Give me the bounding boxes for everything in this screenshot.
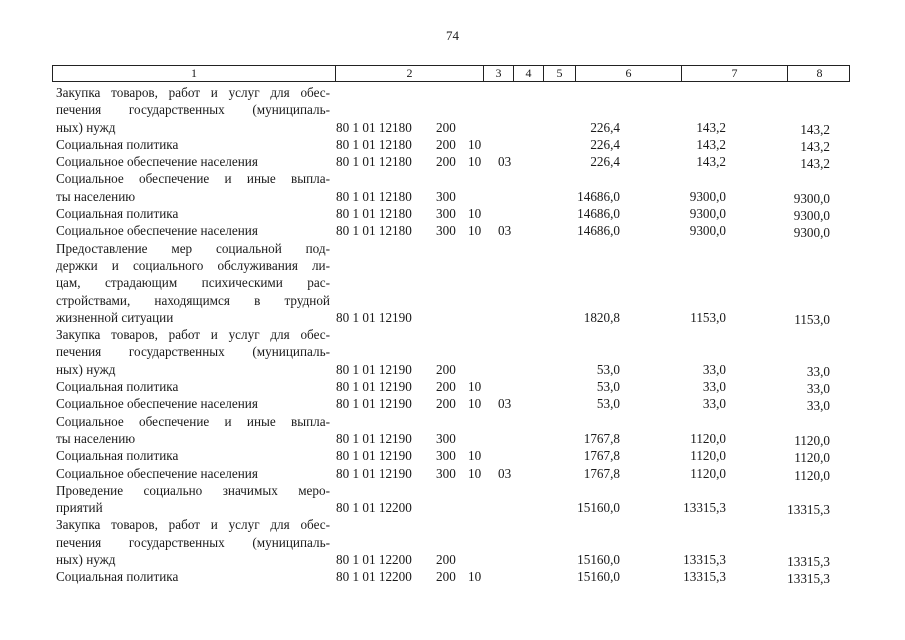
- row-code: 80 1 01 12180: [336, 188, 412, 204]
- row-code: 80 1 01 12180: [336, 206, 412, 222]
- description-line: Проведение социально значимых меро-: [56, 482, 330, 498]
- description-line: Социальное обеспечение населения: [56, 396, 258, 412]
- row-col-3: 200: [436, 136, 456, 152]
- row-value-7: 33,0: [702, 396, 726, 412]
- row-value-8: 143,2: [800, 121, 830, 137]
- header-col-5: 5: [544, 66, 576, 81]
- row-value-6: 14686,0: [577, 188, 620, 204]
- row-code: 80 1 01 12190: [336, 465, 412, 481]
- row-col-4: 10: [468, 448, 482, 464]
- description-line: держки и социального обслуживания ли-: [56, 257, 330, 273]
- row-description: [56, 465, 330, 482]
- description-line: печения государственных (муниципаль-: [56, 344, 330, 360]
- row-description: [56, 240, 330, 326]
- row-value-7: 33,0: [702, 379, 726, 395]
- row-description: [56, 395, 330, 412]
- header-col-3: 3: [484, 66, 514, 81]
- row-col-3: 300: [436, 465, 456, 481]
- row-value-8: 33,0: [806, 398, 830, 414]
- row-value-8: 33,0: [806, 363, 830, 379]
- row-value-8: 13315,3: [787, 554, 830, 570]
- row-code: 80 1 01 12190: [336, 396, 412, 412]
- row-col-3: 300: [436, 448, 456, 464]
- row-description: [56, 153, 330, 170]
- table-row: [56, 378, 846, 395]
- description-line: Закупка товаров, работ и услуг для обес-: [56, 327, 330, 343]
- row-col-3: 200: [436, 552, 456, 568]
- header-col-2: 2: [336, 66, 484, 81]
- row-col-3: 200: [436, 396, 456, 412]
- row-code: 80 1 01 12180: [336, 119, 412, 135]
- table-row: [56, 482, 846, 517]
- table-row: [56, 326, 846, 378]
- row-value-7: 33,0: [702, 361, 726, 377]
- row-value-6: 14686,0: [577, 206, 620, 222]
- description-line: печения государственных (муниципаль-: [56, 534, 330, 550]
- row-code: 80 1 01 12190: [336, 309, 412, 325]
- table-row: [56, 395, 846, 412]
- row-value-6: 1767,8: [583, 430, 620, 446]
- row-col-4: 10: [468, 569, 482, 585]
- header-col-4: 4: [514, 66, 544, 81]
- row-description: [56, 516, 330, 568]
- row-value-6: 53,0: [596, 379, 620, 395]
- row-description: [56, 378, 330, 395]
- row-value-8: 1120,0: [794, 432, 830, 448]
- description-line: ты населению: [56, 188, 136, 204]
- row-value-6: 53,0: [596, 396, 620, 412]
- row-code: 80 1 01 12180: [336, 136, 412, 152]
- row-col-3: 300: [436, 223, 456, 239]
- row-col-4: 10: [468, 396, 482, 412]
- row-value-8: 1120,0: [794, 467, 830, 483]
- row-value-8: 9300,0: [793, 190, 830, 206]
- row-code: 80 1 01 12190: [336, 379, 412, 395]
- row-col-3: 200: [436, 154, 456, 170]
- row-col-4: 10: [468, 379, 482, 395]
- row-value-7: 9300,0: [689, 188, 726, 204]
- description-line: ных) нужд: [56, 361, 116, 377]
- header-col-1: 1: [53, 66, 336, 81]
- row-value-7: 9300,0: [689, 223, 726, 239]
- table-row: [56, 447, 846, 464]
- description-line: Закупка товаров, работ и услуг для обес-: [56, 85, 330, 100]
- header-col-6: 6: [576, 66, 682, 81]
- table-row: [56, 153, 846, 170]
- row-value-6: 1767,8: [583, 448, 620, 464]
- page-number: 74: [446, 28, 459, 43]
- row-value-8: 9300,0: [793, 225, 830, 241]
- description-line: жизненной ситуации: [56, 309, 174, 325]
- description-line: Предоставление мер социальной под-: [56, 240, 330, 256]
- table-row: [56, 136, 846, 153]
- row-value-7: 13315,3: [683, 552, 726, 568]
- description-line: Социальная политика: [56, 379, 179, 395]
- row-col-3: 200: [436, 569, 456, 585]
- row-code: 80 1 01 12200: [336, 500, 412, 516]
- description-line: стройствами, находящимся в трудной: [56, 292, 330, 308]
- row-value-6: 14686,0: [577, 223, 620, 239]
- row-value-7: 13315,3: [683, 569, 726, 585]
- table-row: [56, 222, 846, 239]
- row-description: [56, 326, 330, 378]
- description-line: ных) нужд: [56, 552, 116, 568]
- description-line: Социальная политика: [56, 569, 179, 585]
- row-value-8: 143,2: [800, 156, 830, 172]
- description-line: Социальное обеспечение и иные выпла-: [56, 413, 330, 429]
- row-description: [56, 84, 330, 136]
- row-value-8: 1120,0: [794, 450, 830, 466]
- row-code: 80 1 01 12200: [336, 569, 412, 585]
- row-value-7: 13315,3: [683, 500, 726, 516]
- row-col-4: 10: [468, 465, 482, 481]
- row-value-8: 9300,0: [793, 208, 830, 224]
- row-col-4: 10: [468, 136, 482, 152]
- row-col-5: 03: [498, 154, 512, 170]
- row-value-6: 15160,0: [577, 569, 620, 585]
- description-line: Социальная политика: [56, 136, 179, 152]
- row-col-4: 10: [468, 154, 482, 170]
- row-col-4: 10: [468, 223, 482, 239]
- table-body: [56, 84, 846, 586]
- row-value-7: 1120,0: [690, 448, 726, 464]
- table-row: [56, 465, 846, 482]
- row-col-5: 03: [498, 223, 512, 239]
- row-value-7: 1153,0: [690, 309, 726, 325]
- row-value-6: 1767,8: [583, 465, 620, 481]
- row-code: 80 1 01 12180: [336, 154, 412, 170]
- description-line: Социальная политика: [56, 448, 179, 464]
- description-line: Социальная политика: [56, 206, 179, 222]
- row-col-3: 300: [436, 430, 456, 446]
- row-value-8: 13315,3: [787, 571, 830, 587]
- table-row: [56, 413, 846, 448]
- description-line: Закупка товаров, работ и услуг для обес-: [56, 517, 330, 533]
- row-value-6: 53,0: [596, 361, 620, 377]
- row-value-8: 33,0: [806, 381, 830, 397]
- description-line: цам, страдающим психическими рас-: [56, 275, 330, 291]
- row-col-5: 03: [498, 396, 512, 412]
- row-value-7: 143,2: [696, 119, 726, 135]
- row-value-6: 15160,0: [577, 500, 620, 516]
- row-value-7: 9300,0: [689, 206, 726, 222]
- row-value-6: 1820,8: [583, 309, 620, 325]
- row-code: 80 1 01 12190: [336, 448, 412, 464]
- row-code: 80 1 01 12190: [336, 361, 412, 377]
- row-value-6: 226,4: [590, 154, 620, 170]
- description-line: приятий: [56, 500, 103, 516]
- table-row: [56, 205, 846, 222]
- row-col-3: 300: [436, 188, 456, 204]
- row-code: 80 1 01 12190: [336, 430, 412, 446]
- table-row: [56, 240, 846, 326]
- row-description: [56, 568, 330, 585]
- row-value-8: 143,2: [800, 138, 830, 154]
- row-value-6: 226,4: [590, 136, 620, 152]
- header-col-8: 8: [816, 66, 823, 80]
- row-description: [56, 136, 330, 153]
- row-col-3: 300: [436, 206, 456, 222]
- row-description: [56, 447, 330, 464]
- row-description: [56, 170, 330, 205]
- row-description: [56, 222, 330, 239]
- row-description: [56, 205, 330, 222]
- row-value-8: 1153,0: [794, 311, 830, 327]
- row-col-3: 200: [436, 379, 456, 395]
- row-value-8: 13315,3: [787, 502, 830, 518]
- row-value-7: 143,2: [696, 154, 726, 170]
- row-col-3: 200: [436, 361, 456, 377]
- header-col-7: 7: [682, 66, 788, 81]
- table-row: [56, 84, 846, 136]
- description-line: печения государственных (муниципаль-: [56, 102, 330, 118]
- row-value-7: 143,2: [696, 136, 726, 152]
- table-row: [56, 568, 846, 585]
- description-line: Социальное обеспечение населения: [56, 223, 258, 239]
- row-value-6: 15160,0: [577, 552, 620, 568]
- row-code: 80 1 01 12200: [336, 552, 412, 568]
- row-value-7: 1120,0: [690, 430, 726, 446]
- row-description: [56, 482, 330, 517]
- table-header: [52, 65, 850, 82]
- row-value-7: 1120,0: [690, 465, 726, 481]
- row-description: [56, 413, 330, 448]
- row-code: 80 1 01 12180: [336, 223, 412, 239]
- row-col-3: 200: [436, 119, 456, 135]
- description-line: ных) нужд: [56, 119, 116, 135]
- row-col-5: 03: [498, 465, 512, 481]
- description-line: Социальное обеспечение и иные выпла-: [56, 171, 330, 187]
- row-value-6: 226,4: [590, 119, 620, 135]
- description-line: ты населению: [56, 430, 136, 446]
- table-row: [56, 170, 846, 205]
- description-line: Социальное обеспечение населения: [56, 154, 258, 170]
- description-line: Социальное обеспечение населения: [56, 465, 258, 481]
- table-row: [56, 516, 846, 568]
- row-col-4: 10: [468, 206, 482, 222]
